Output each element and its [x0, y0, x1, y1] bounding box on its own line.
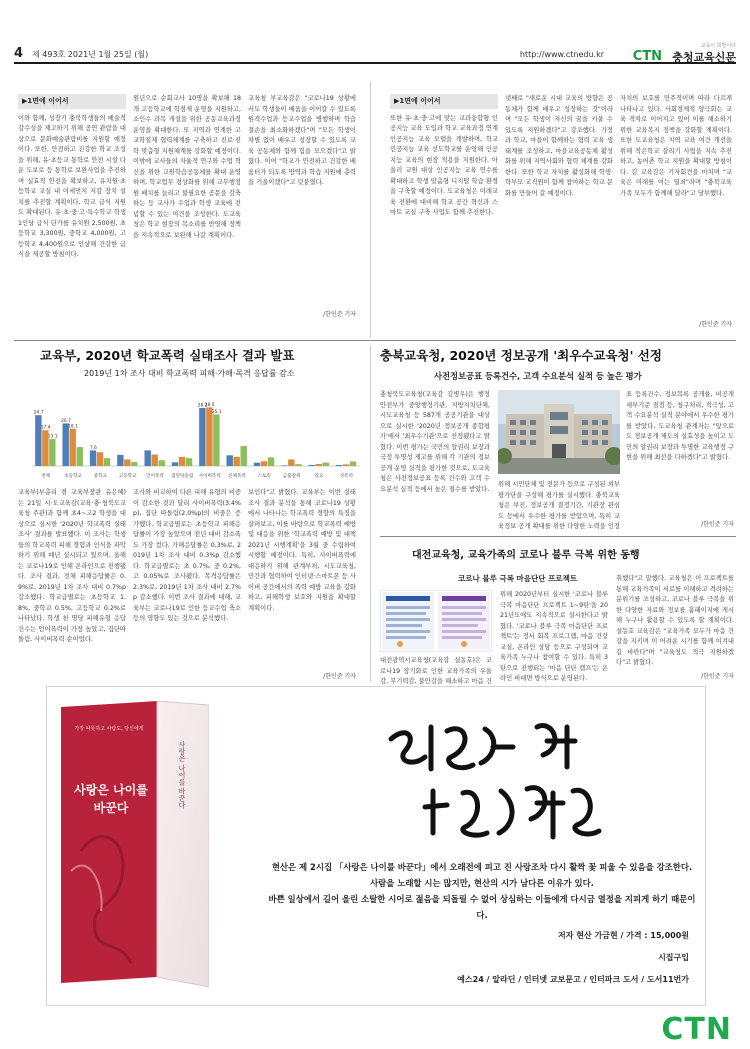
article-text: 표 등록건수, 정보목록 공개율, 비공개세부기준 점검 등, 청구처리, 적극성, 고객 수요분석 실적 분야에서 우수한 평가를 받았다. 도교육청 관계자는 "앞으로도 정보공개 제도의 실효성을 높이고 도민의 알권리 보장과 투명한 교육행정 구현을 위해 최선을 다하겠다"고 밝혔다. [626, 391, 734, 461]
data-label: 24.7 [33, 410, 44, 416]
x-tick-label: 고등학교 [118, 474, 137, 479]
chart-bar [288, 459, 294, 466]
chart-bar [145, 450, 151, 466]
violence-headline: 교육부, 2020년 학교폭력 실태조사 결과 발표 [40, 348, 295, 363]
daejeon-col3 [616, 574, 734, 670]
byline: /한인준 기자 [701, 521, 734, 528]
chart-bar [241, 446, 247, 466]
bar-chart [28, 384, 364, 480]
section-divider [380, 536, 736, 537]
disclosure-subhead: 사전정보공표 등록건수, 고객 수요분석 실적 등 높은 평가 [434, 371, 642, 381]
page-number: 4 [14, 46, 24, 61]
book-cover [61, 701, 209, 993]
x-tick-label: 언어폭력 [146, 474, 164, 479]
x-tick-label: 신체폭력 [228, 474, 246, 479]
ad-line-1: 현산은 제 2시집 「사랑은 나이를 바꾼다」에서 오래전에 피고 진 사랑조차 다시 활짝 꽃 피울 수 있음을 강조한다. [271, 862, 693, 872]
chart-bar [350, 461, 356, 466]
chart-bar [152, 454, 158, 466]
chart-bar [295, 464, 301, 466]
chart-bar [234, 457, 240, 466]
byline: /한인준 기자 [323, 673, 356, 680]
article-text: 교육부(부총리 겸 교육부장관 유은혜)는 21일 시·도교육감(교육·충·청북도교육청 주관)과 함께 초4~고2 학생을 대상으로 실시한 '2020년 학교폭력 실태조사' 결과를 발표했다. 이 조사는 학생들의 학교폭력 피해 경험과 인식을 파악하기 위해 매년 실시되고 있으며, 올해는 코로나19로 인해 온라인으로 진행됐다. 조사 결과, 전체 피해응답률은 0.9%로, 2019년 1차 조사 대비 0.7%p 감소했다. 학교급별로는 초등학교 1.8%, 중학교 0.5%, 고등학교 0.2%로 나타났다. 학생 천 명당 피해유형 응답 건수는 언어폭력이 가장 높았고, 집단따돌림, 사이버폭력 순이었다. [18, 489, 126, 643]
ad-line-2: 사람을 노래할 시는 많지만, 현산의 시가 남다른 이유가 있다. [370, 878, 594, 888]
masthead-name: 충청교육신문 [672, 51, 736, 64]
continued-tag: ▶1면에 이어서 [390, 94, 498, 109]
article-text: 교육청 부교육감은 "코로나19 상황에서도 학생들이 배움을 이어갈 수 있도록 원격수업과 등교수업을 병행하며 학습 결손을 최소화하겠다"며 "모든 학생이 차별 없이 배우고 성장할 수 있도록 교육 공동체와 함께 힘을 모으겠다"고 밝혔다. 이어 "학교가 안전하고 건강한 배움터가 되도록 방역과 학습 지원에 총력을 기울이겠다"고 덧붙였다. [248, 95, 356, 186]
article-text: 위해 시민단체 및 전문가 등으로 구성된 외부평가단을 구성해 평가를 실시했다. 충북교육청은 부진, 정보공개 결정기간, 기관장 관심도 등에서 우수한 평가를 받았으며, 특히 교육정보 공개 확대를 위한 다양한 노력을 인정 [498, 481, 620, 530]
violence-chart [28, 384, 364, 480]
chart-bar [179, 457, 185, 466]
data-label: 28.5 [204, 402, 215, 408]
ad-description [267, 859, 697, 923]
data-label: 13.1 [47, 434, 58, 440]
footer-ctn-logo: CTN [661, 1012, 732, 1047]
daejeon-col2 [500, 590, 608, 684]
article-text: 대전광역시교육청(교육감 설동호)은 코로나19 장기화로 인한 교육가족의 우울감, 무기력감, 불안감을 해소하고 마음 건 [380, 657, 492, 684]
x-tick-label: 전체 [41, 474, 51, 479]
chart-bar [227, 455, 233, 466]
chart-bar [316, 464, 322, 466]
continued-tag: ▶1면에 이어서 [18, 94, 126, 109]
chart-bar [35, 415, 41, 466]
chart-bar [97, 452, 103, 466]
top-article-col3 [248, 94, 356, 300]
x-tick-label: 중학교 [93, 474, 107, 479]
x-tick-label: 금품갈취 [282, 474, 301, 479]
page-header [14, 43, 736, 64]
article-text: 자치의 보호를 민주적이며 따라 다르게 나타나고 있다. 사회경제적 양극화는 교육 격차로 이어지고 있어 이를 해소하기 위한 교육복지 정책을 강화할 계획이다. 또한 도교육청은 지역 교육 여건 개선을 위해 작은학교 살리기 사업을 지속 추진하고, 농어촌 학교 지원을 확대할 방침이다. 김 교육감은 기자회견을 마치며 "교육은 미래를 여는 열쇠"라며 "충북교육 가족 모두가 함께해 달라"고 당부했다. [620, 95, 732, 197]
x-tick-label: 스토킹 [257, 474, 271, 479]
violence-col2 [133, 488, 241, 684]
article-text: 충청북도교육청(교육감 김병우)은 행정안전부가 중앙행정기관, 지방자치단체, 시도교육청 등 587개 공공기관을 대상으로 실시한 '2020년 정보공개 종합평가'에서 '최우수기관'으로 선정됐다고 밝혔다. 이번 평가는 국민의 알권리 보장과 국정 투명성 제고를 위해 각 기관의 정보공개 운영 실적을 평가한 것으로, 도교육청은 사전정보공표 등록 건수와 고객 수요분석 실적 등에서 높은 점수를 받았다. [380, 391, 490, 493]
top-article-col1 [18, 94, 126, 320]
chart-bar [254, 463, 260, 466]
chart-bar [336, 465, 342, 466]
chart-bar [172, 462, 178, 466]
book-spine-title: 사랑은 나이를 바꾼다 [178, 741, 186, 809]
x-tick-label: 사이버폭력 [198, 474, 221, 479]
chart-bar [261, 461, 267, 466]
daejeon-subhead: 코로나 블루 극복 마음단단 프로젝트 [458, 574, 578, 583]
byline: /한인준 기자 [701, 673, 734, 680]
disclosure-headline: 충북교육청, 2020년 정보공개 '최우수교육청' 선정 [380, 348, 662, 363]
chart-bar [124, 459, 130, 466]
issue-date: 제 493호 2021년 1월 25일 (월) [32, 50, 149, 59]
x-tick-label: 성폭력 [339, 474, 353, 479]
ad-price: 저자 현산 가금현 / 가격 : 15,000원 [558, 931, 689, 940]
article-text: 보인다"고 밝혔다. 교육부는 이번 실태조사 결과 분석을 통해 코로나19 상황에서 나타나는 학교폭력 경향의 특징을 살펴보고, 이를 바탕으로 학교폭력 예방 및 대응을 위한 '학교폭력 예방 및 대책 2021년 시행계획'을 3월 중 수립하여 시행할 예정이다. 특히, 사이버폭력에 대응하기 위해 관계부처, 시도교육청, 민간과 협력하여 인터넷·스마트폰 등 사이버 공간에서의 폭력 예방 교육을 강화하고, 피해학생 보호와 지원을 확대할 계획이다. [248, 489, 356, 612]
violence-subhead: 2019년 1차 조사 대비 학교폭력 피해·가해·목격 응답률 감소 [84, 369, 295, 378]
article-text: 넷째로 "새로운 시대 교육의 방향은 공동체가 함께 배우고 성장하는 것"이라며 "모든 학생이 자신의 꿈을 키울 수 있도록 지원하겠다"고 강조했다. 가정과 학교, 마을이 함께하는 협력 교육 생태계를 조성하고, 마을교육공동체 활성화를 위해 지역사회와 협력 체계를 강화한다. 또한 학교 자치를 활성화해 학생·학부모·교직원이 함께 참여하는 학교 문화를 만들어 갈 예정이다. [505, 95, 613, 197]
top-right-col1 [390, 94, 498, 330]
top-right-col2 [505, 94, 613, 330]
disclosure-col1 [380, 390, 490, 532]
daejeon-headline: 대전교육청, 교육가족의 코로나 블루 극복 위한 동행 [412, 550, 640, 561]
article-text: 위해 2020년부터 실시한 '코로나 블루 극복 마음단단 프로젝트 1~9탄'을 2021년도에도 지속적으로 실시한다고 밝혔다. '코로나 블루 극복 마음단단 프로젝트'는 정서 회복 프로그램, 마음 건강 교실, 온라인 상담 등으로 구성되며 교육가족 누구나 참여할 수 있다. 특히 3탄으로 진행되는 '마음 단단 캠프'는 온라인 비대면 방식으로 운영된다. [500, 591, 608, 682]
chart-bar [117, 455, 123, 466]
data-label: 20.7 [61, 418, 71, 424]
chart-bar [131, 462, 137, 466]
x-tick-label: 강요 [314, 474, 324, 479]
ad-store-list[interactable]: 예스24 / 알라딘 / 인터넷 교보문고 / 인터파크 도서 / 도서11번가 [457, 975, 689, 984]
data-label: 25.1 [211, 409, 222, 415]
chart-bar [90, 450, 96, 466]
site-url[interactable]: http://www.ctnedu.kr [519, 50, 604, 59]
chart-bar [309, 465, 315, 466]
chart-bar [70, 429, 76, 466]
masthead-slogan: 교육이 희망이다 [700, 43, 736, 49]
chart-bar [323, 463, 329, 466]
project-poster [380, 590, 492, 652]
column-divider [370, 346, 371, 682]
chart-bar [186, 458, 192, 466]
book-title: 사랑은 나이를 바꾼다 [74, 783, 148, 815]
violence-col3 [248, 488, 356, 672]
article-text: 또한 유·초·중·고에 맞는 교과융합형 인공지능 교육 도입과 학교 교육과정 연계 인공지능 교육 모델을 개발하며, 학교 인공지능 교육 선도학교를 운영해 인공지능 교육의 현장 적용을 지원한다. 아울러 교원 대상 인공지능 교육 연수를 확대하고 학생 맞춤형 디지털 학습 환경을 구축할 예정이다. 도교육청은 미래교육 전환에 대비해 학교 공간 혁신과 스마트 교실 구축 사업도 함께 추진한다. [390, 114, 498, 216]
ad-line-3: 바쁜 일상에서 길어 올린 소탈한 시어로 젊음을 되돌릴 수 없어 상심하는 이들에게 다시금 열정을 지피게 하기 때문이다. [268, 894, 696, 920]
data-label: 18.1 [68, 424, 78, 430]
masthead-logo: CTN [632, 49, 662, 64]
daejeon-col1 [380, 656, 492, 684]
data-label: 17.4 [40, 425, 51, 431]
calligraphy-title [377, 707, 617, 857]
byline: /한인준 기자 [699, 321, 732, 328]
x-tick-label: 집단따돌림 [171, 474, 194, 479]
chart-bar [343, 464, 349, 466]
column-divider [370, 82, 371, 338]
disclosure-col2 [498, 480, 620, 532]
top-right-col3 [620, 94, 732, 316]
violence-col1 [18, 488, 126, 684]
x-tick-label: 초등학교 [64, 474, 82, 479]
section-divider [14, 340, 736, 341]
book-tagline: 가장 따뜻하고 사람도, 당신에게 [74, 726, 144, 732]
byline: /한인준 기자 [323, 311, 356, 318]
chart-bar [206, 407, 212, 466]
chart-bar [268, 457, 274, 466]
education-office-photo [498, 390, 620, 474]
chart-bar [199, 408, 205, 466]
book-advertisement [46, 686, 706, 1006]
chart-bar [213, 414, 219, 466]
article-text: 원년으로 순회교사 10명을 확보해 18개 고등학교에 학점제 운영을 지원하고, 소인수 과목 개설을 위한 공동교육과정 운영을 확대한다. 또 지역과 연계한 고교학점제 협력체계를 구축하고 진로·진학 맞춤형 지원체계를 강화할 예정이다. 이밖에 교사들의 자율적 연구와 수업 혁신을 위한 교원학습공동체를 확대 운영하며, 학교업무 정상화를 위해 교무행정원 배치를 늘리고 불필요한 공문을 감축하는 등 교사가 수업과 학생 교육에 전념할 수 있는 여건을 조성한다. 도교육청은 학교 현장의 목소리를 반영해 정책을 지속적으로 보완해 나갈 계획이다. [133, 95, 241, 239]
chart-bar [63, 423, 69, 466]
chart-bar [77, 447, 83, 466]
chart-bar [49, 439, 55, 466]
article-text: 조사와 비교하여 다른 피해 유형의 비중이 감소한 것과 달리 사이버폭력(3.4%p), 집단 따돌림(2.0%p)의 비중은 증가했다. 학교급별로는 초등학교 피해응답률이 가장 높았으며 전년 대비 감소폭도 가장 컸다. 가해응답률은 0.3%로, 2019년 1차 조사 대비 0.3%p 감소했다. 학교급별로는 초 0.7%, 중 0.2%, 고 0.05%로 조사됐다. 목격응답률은 2.3%로, 2019년 1차 조사 대비 2.7%p 감소했다. 이번 조사 결과에 대해, 교육부는 코로나19로 인한 등교수업 축소 등의 영향도 있는 것으로 분석했다. [133, 489, 241, 622]
chart-bar [159, 460, 165, 466]
data-label: 28.2 [197, 403, 208, 409]
chart-bar [104, 458, 110, 466]
top-article-col2 [133, 94, 241, 320]
ad-buy-label: 시집구입 [658, 953, 689, 962]
chart-bar [281, 465, 287, 466]
disclosure-col3 [626, 390, 734, 518]
data-label: 7.6 [89, 445, 97, 451]
article-text: 취했다"고 말했다. 교육청은 이 프로젝트를 통해 교육가족이 서로를 이해하고 격려하는 분위기를 조성하고, 코로나 블루 극복을 위한 다양한 자료와 정보를 홈페이지에 게시해 누구나 활용할 수 있도록 할 계획이다. 설동호 교육감은 "교육가족 모두가 마음 건강을 지키며 이 어려운 시기를 함께 이겨내길 바란다"며 "교육청도 적극 지원하겠다"고 밝혔다. [616, 575, 734, 666]
article-text: 이와 함께, 성장기 충북학생들의 예술적 감수성을 제고하기 위해 공연 관람을 대상으로 문화예술관람비를 지원할 예정이다. 또한, 안전하고 건강한 학교 조성을 위해, 유·초등교 통학로 안전 시설 다운 도보로 등 통학로 보완사업을 추진하며 실효적 안전을 확보하고, 유치원·초등학교 교실 내 미세먼지 저감 장치 설치를 추진할 계획이다. 학교 급식 지원도 확대된다. 유·초·중·고·특수학교 학생 1인당 급식 단가를 유치원 2,500원, 초등학교 3,300원, 중학교 4,000원, 고등학교 4,400원으로 인상해 건강한 급식을 제공할 방침이다. [18, 114, 126, 258]
